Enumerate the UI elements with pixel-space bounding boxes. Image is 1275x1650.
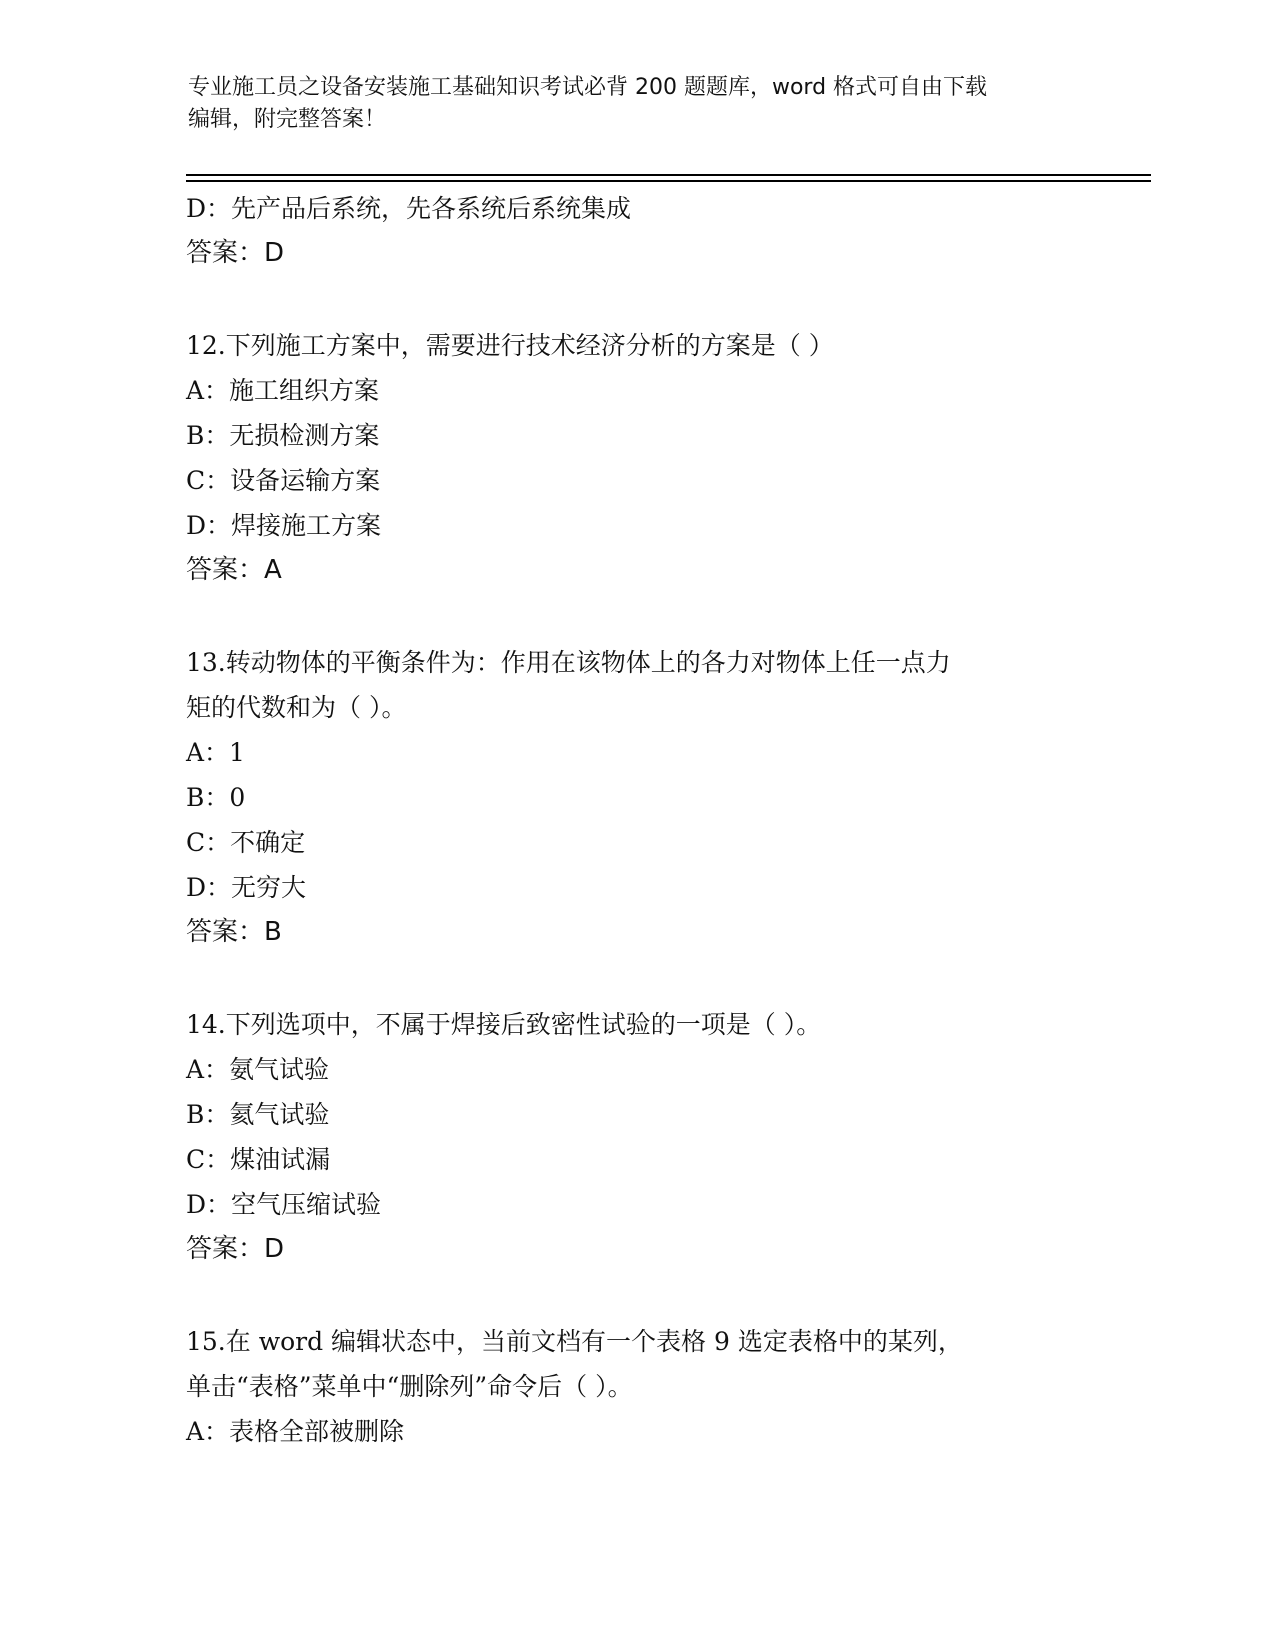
answer-line: 答案：D <box>186 238 285 268</box>
option-d: D：无穷大 <box>186 873 307 902</box>
option-a: A：表格全部被删除 <box>186 1417 405 1446</box>
spacer <box>186 276 1106 323</box>
question-stem-continued: 单击“表格”菜单中“删除列”命令后（ ）。 <box>186 1372 633 1401</box>
question-stem: 14.下列选项中，不属于焊接后致密性试验的一项是（ ）。 <box>186 1010 822 1039</box>
question-stem: 12.下列施工方案中，需要进行技术经济分析的方案是（ ） <box>186 331 834 360</box>
header-divider-bottom <box>186 180 1151 182</box>
option-d: D：焊接施工方案 <box>186 511 382 540</box>
header-divider-top <box>186 174 1151 176</box>
question-11-continuation <box>186 186 1106 276</box>
header-title-line-2: 编辑，附完整答案！ <box>188 107 387 132</box>
question-13 <box>186 640 1106 955</box>
question-stem: 13.转动物体的平衡条件为：作用在该物体上的各力对物体上任一点力 <box>186 648 951 677</box>
question-12 <box>186 323 1106 593</box>
option-a: A：施工组织方案 <box>186 376 380 405</box>
option-d: D：先产品后系统，先各系统后系统集成 <box>186 194 632 223</box>
option-c: C：设备运输方案 <box>186 466 381 495</box>
answer-line: 答案：B <box>186 917 282 947</box>
option-c: C：不确定 <box>186 828 306 857</box>
question-14 <box>186 1002 1106 1272</box>
question-15 <box>186 1319 1106 1454</box>
document-header <box>188 72 1088 136</box>
spacer <box>186 593 1106 640</box>
option-b: B：0 <box>186 783 246 812</box>
option-a: A：氨气试验 <box>186 1055 330 1084</box>
option-b: B：无损检测方案 <box>186 421 380 450</box>
option-d: D：空气压缩试验 <box>186 1190 382 1219</box>
question-stem: 15.在 word 编辑状态中，当前文档有一个表格 9 选定表格中的某列， <box>186 1327 963 1356</box>
answer-line: 答案：D <box>186 1234 285 1264</box>
header-title-line-1: 专业施工员之设备安装施工基础知识考试必背 200 题题库，word 格式可自由下载 <box>188 75 988 100</box>
spacer <box>186 955 1106 1002</box>
option-c: C：煤油试漏 <box>186 1145 331 1174</box>
spacer <box>186 1272 1106 1319</box>
answer-line: 答案：A <box>186 555 282 585</box>
question-stem-continued: 矩的代数和为（ ）。 <box>186 693 407 722</box>
document-body <box>186 186 1106 1454</box>
option-a: A：1 <box>186 738 245 767</box>
option-b: B：氦气试验 <box>186 1100 330 1129</box>
